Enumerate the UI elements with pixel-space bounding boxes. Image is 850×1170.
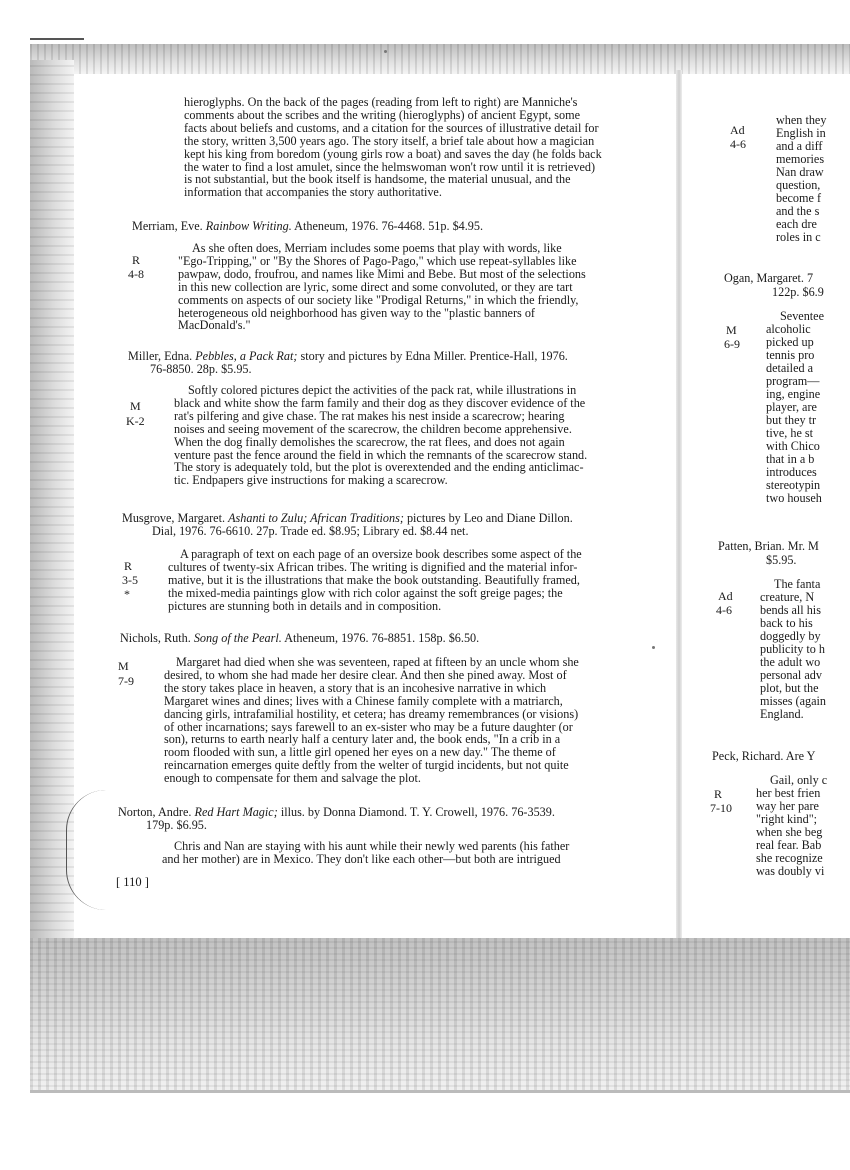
grade-range: 4-6 [716, 603, 732, 617]
text-line: noises and seeing movement of the scarecrow, the children become apprehensive. [174, 421, 572, 436]
grade-range: 4-8 [128, 267, 144, 281]
continuation-paragraph [184, 96, 622, 199]
text-line: The fanta [774, 577, 821, 591]
text-line: dancing girls, intrafamilial hostility, et cetera; has dreamy remembrances (or visions) [164, 706, 579, 721]
entry-title: Pebbles, a Pack Rat; [195, 349, 298, 363]
review-nichols [164, 656, 606, 785]
text-line: the story, written 3,500 years ago. The story itself, a brief tale about how a magician [184, 133, 595, 148]
text-line: cultures of twenty-six African tribes. The writing is dignified and the material infor- [168, 559, 578, 574]
pencil-mark [66, 790, 107, 910]
text-line: ing, engine [766, 387, 821, 401]
entry-pub: illus. by Donna Diamond. T. Y. Crowell, 1976. 76-3539. [280, 805, 555, 819]
text-line: was doubly vi [756, 864, 825, 878]
text-line: tennis pro [766, 348, 815, 362]
scan-top-border [30, 44, 850, 76]
scan-bottom-edge [30, 1090, 850, 1093]
text-line: and the s [776, 204, 820, 218]
entry-author: Merriam, Eve. [132, 219, 203, 233]
text-line: question, [776, 178, 821, 192]
entry-heading-merriam [132, 220, 483, 233]
entry-heading-nichols [120, 632, 479, 645]
entry-author: Musgrove, Margaret. [122, 511, 226, 525]
rating-code: M [130, 399, 141, 413]
entry-heading-musgrove [122, 512, 573, 538]
text-line: creature, N [760, 590, 815, 604]
review-norton [162, 840, 606, 866]
text-line: publicity to h [760, 642, 825, 656]
entry-title: Song of the Pearl. [193, 631, 282, 645]
entry-pub: 122p. $6.9 [772, 285, 824, 299]
review-musgrove [168, 548, 610, 613]
text-line: player, are [766, 400, 817, 414]
text-line: The story is adequately told, but the plot is overextended and the ending anticlimac- [174, 460, 584, 475]
text-line: heterogeneous old neighborhood has given way to the "plastic banners of [178, 305, 535, 320]
review-miller [174, 384, 616, 487]
entry-title: Rainbow Writing. [205, 219, 292, 233]
speck [384, 50, 387, 53]
entry-title: Ashanti to Zulu; African Traditions; [228, 511, 404, 525]
text-line: mative, but it is the illustrations that make the book outstanding. Beautifully framed, [168, 572, 580, 587]
text-line: son), returns to earth nearly half a century later and, the book ends, "In a crib in a [164, 732, 561, 747]
star-marker: * [124, 587, 130, 601]
text-line: the story takes place in heaven, a story that is an incohesive narrative in which [164, 680, 547, 695]
text-line: Nan draw [776, 165, 824, 179]
entry-heading-norton [118, 806, 555, 832]
text-line: kept his king from boredom (young girls row a boat) and saves the day (he folds back [184, 146, 602, 161]
text-line: introduces [766, 465, 817, 479]
text-line: reincarnation emerges quite deftly from the welter of turgid incidents, but not quite [164, 758, 569, 773]
grade-range: 4-6 [730, 137, 746, 151]
text-line: alcoholic [766, 322, 811, 336]
text-line: real fear. Bab [756, 838, 822, 852]
text-line: program— [766, 374, 820, 388]
text-line: comments on aspects of our society like "Prodigal Returns," in which the friendly, [178, 292, 579, 307]
text-line: Chris and Nan are staying with his aunt while their newly wed parents (his father [174, 839, 570, 853]
text-line: bends all his [760, 603, 821, 617]
text-line: venture past the fence around the field in which the remnants of the scarecrow stand. [174, 447, 588, 462]
text-line: pictures are stunning both in details and in composition. [168, 598, 442, 613]
text-line: detailed a [766, 361, 814, 375]
text-line: but they tr [766, 413, 817, 427]
text-line: two househ [766, 491, 822, 505]
left-page [74, 74, 676, 936]
text-line: picked up [766, 335, 814, 349]
entry-pub: Dial, 1976. 76-6610. 27p. Trade ed. $8.95; Library ed. $8.44 net. [152, 523, 469, 538]
text-line: become f [776, 191, 822, 205]
text-line: doggedly by [760, 629, 821, 643]
grade-range: K-2 [126, 414, 145, 428]
text-line: Seventee [780, 309, 824, 323]
text-line: As she often does, Merriam includes some poems that play with words, like [192, 241, 562, 255]
text-line: black and white show the farm family and their dog as they discover evidence of the [174, 395, 586, 410]
text-line: when they [776, 113, 827, 127]
rating-code: R [132, 253, 141, 267]
right-page [682, 74, 850, 936]
entry-pub: $5.95. [766, 553, 797, 567]
text-line: Margaret had died when she was seventeen, raped at fifteen by an uncle whom she [176, 655, 579, 669]
text-line: information that accompanies the story authoritative. [184, 185, 442, 200]
text-line: and a diff [776, 139, 823, 153]
grade-range: 7-10 [710, 801, 732, 815]
entry-pub: 76-8850. 28p. $5.95. [150, 361, 252, 376]
entry-pub: 179p. $6.95. [146, 817, 207, 832]
text-line: each dre [776, 217, 817, 231]
text-line: tic. Endpapers give instructions for making a scarecrow. [174, 473, 448, 488]
page-cutoff-edge [836, 74, 850, 936]
entry-pub: Atheneum, 1976. 76-4468. 51p. $4.95. [294, 219, 484, 233]
text-line: back to his [760, 616, 813, 630]
text-line: When the dog finally demolishes the scarecrow, the rat flees, and does not again [174, 434, 565, 449]
entry-pub: pictures by Leo and Diane Dillon. [406, 511, 573, 525]
entry-author: Norton, Andre. [118, 805, 192, 819]
speck [652, 646, 655, 649]
text-line: personal adv [760, 668, 822, 682]
text-line: Margaret wines and dines; lives with a Chinese family complete with a matriarch, [164, 693, 563, 708]
entry-pub: Atheneum, 1976. 76-8851. 158p. $6.50. [284, 631, 480, 645]
scan-bottom-border [30, 938, 850, 1093]
text-line: hieroglyphs. On the back of the pages (reading from left to right) are Manniche's [184, 95, 578, 109]
entry-title: Red Hart Magic; [194, 805, 278, 819]
entry-heading-miller [128, 350, 568, 376]
text-line: England. [760, 707, 804, 721]
text-line: that in a b [766, 452, 815, 466]
entry-heading-patten: Patten, Brian. Mr. M [718, 539, 819, 553]
entry-heading-peck: Peck, Richard. Are Y [712, 749, 816, 763]
text-line: with Chico [766, 439, 820, 453]
rating-code: R [714, 787, 723, 801]
rating-code: R [124, 559, 133, 573]
text-line: her best frien [756, 786, 821, 800]
text-line: Gail, only c [770, 773, 828, 787]
text-line: roles in c [776, 230, 821, 244]
entry-author: Miller, Edna. [128, 349, 193, 363]
text-line: English in [776, 126, 826, 140]
text-line: she recognize [756, 851, 823, 865]
text-line: plot, but the [760, 681, 819, 695]
rating-code: Ad [730, 123, 745, 137]
text-line: the water to find a lost amulet, since the helmswoman won't row until it is retrieved) [184, 159, 596, 174]
grade-range: 3-5 [122, 573, 138, 587]
entry-author: Nichols, Ruth. [120, 631, 191, 645]
text-line: misses (again [760, 694, 827, 708]
grade-range: 6-9 [724, 337, 740, 351]
page-number: [ 110 ] [116, 875, 149, 889]
text-line: way her pare [756, 799, 819, 813]
text-line: the adult wo [760, 655, 821, 669]
text-line: of other incarnations; says farewell to an ex-sister who may be a future daughter (or [164, 719, 573, 734]
text-line: rat's pilfering and give chase. The rat makes his nest inside a scarecrow; hearing [174, 408, 565, 423]
text-line: enough to compensate for them and salvage the plot. [164, 771, 421, 786]
text-line: memories [776, 152, 825, 166]
text-line: stereotypin [766, 478, 821, 492]
text-line: and her mother) are in Mexico. They don't like each other—but both are intrigued [162, 851, 561, 866]
text-line: "Ego-Tripping," or "By the Shores of Pago-Pago," which use repeat-syllables like [178, 253, 577, 268]
review-merriam [178, 242, 618, 332]
text-line: room flooded with sun, a little girl opened her eyes on a new day." The theme of [164, 745, 556, 760]
text-line: "right kind"; [756, 812, 818, 826]
scan-left-border [30, 60, 74, 940]
grade-range: 7-9 [118, 674, 134, 688]
rating-code: M [118, 659, 129, 673]
text-line: the mixed-media paintings glow with rich color against the soft greige pages; the [168, 585, 563, 600]
text-line: facts about beliefs and customs, and a citation for the sources of illustrative detail for [184, 120, 599, 135]
text-line: desired, to whom she had made her desire clear. And then she pined away. Most of [164, 667, 567, 682]
text-line: tive, he st [766, 426, 814, 440]
rating-code: M [726, 323, 737, 337]
entry-heading-ogan: Ogan, Margaret. 7 [724, 271, 814, 285]
text-line: in this new collection are lyric, some direct and some convoluted, or they are tart [178, 279, 573, 294]
text-line: MacDonald's." [178, 318, 251, 333]
scan-edge-line [30, 38, 84, 40]
rating-code: Ad [718, 589, 733, 603]
text-line: when she beg [756, 825, 823, 839]
text-line: comments about the scribes and the writing (hieroglyphs) of ancient Egypt, some [184, 107, 580, 122]
text-line: pawpaw, dodo, froufrou, and names like Mimi and Bebe. But most of the selections [178, 266, 586, 281]
text-line: A paragraph of text on each page of an oversize book describes some aspect of the [180, 547, 582, 561]
text-line: is not substantial, but the book itself is handsome, the material unusual, and the [184, 172, 571, 187]
entry-pub: story and pictures by Edna Miller. Prentice-Hall, 1976. [300, 349, 568, 363]
text-line: Softly colored pictures depict the activities of the pack rat, while illustrations in [188, 383, 577, 397]
